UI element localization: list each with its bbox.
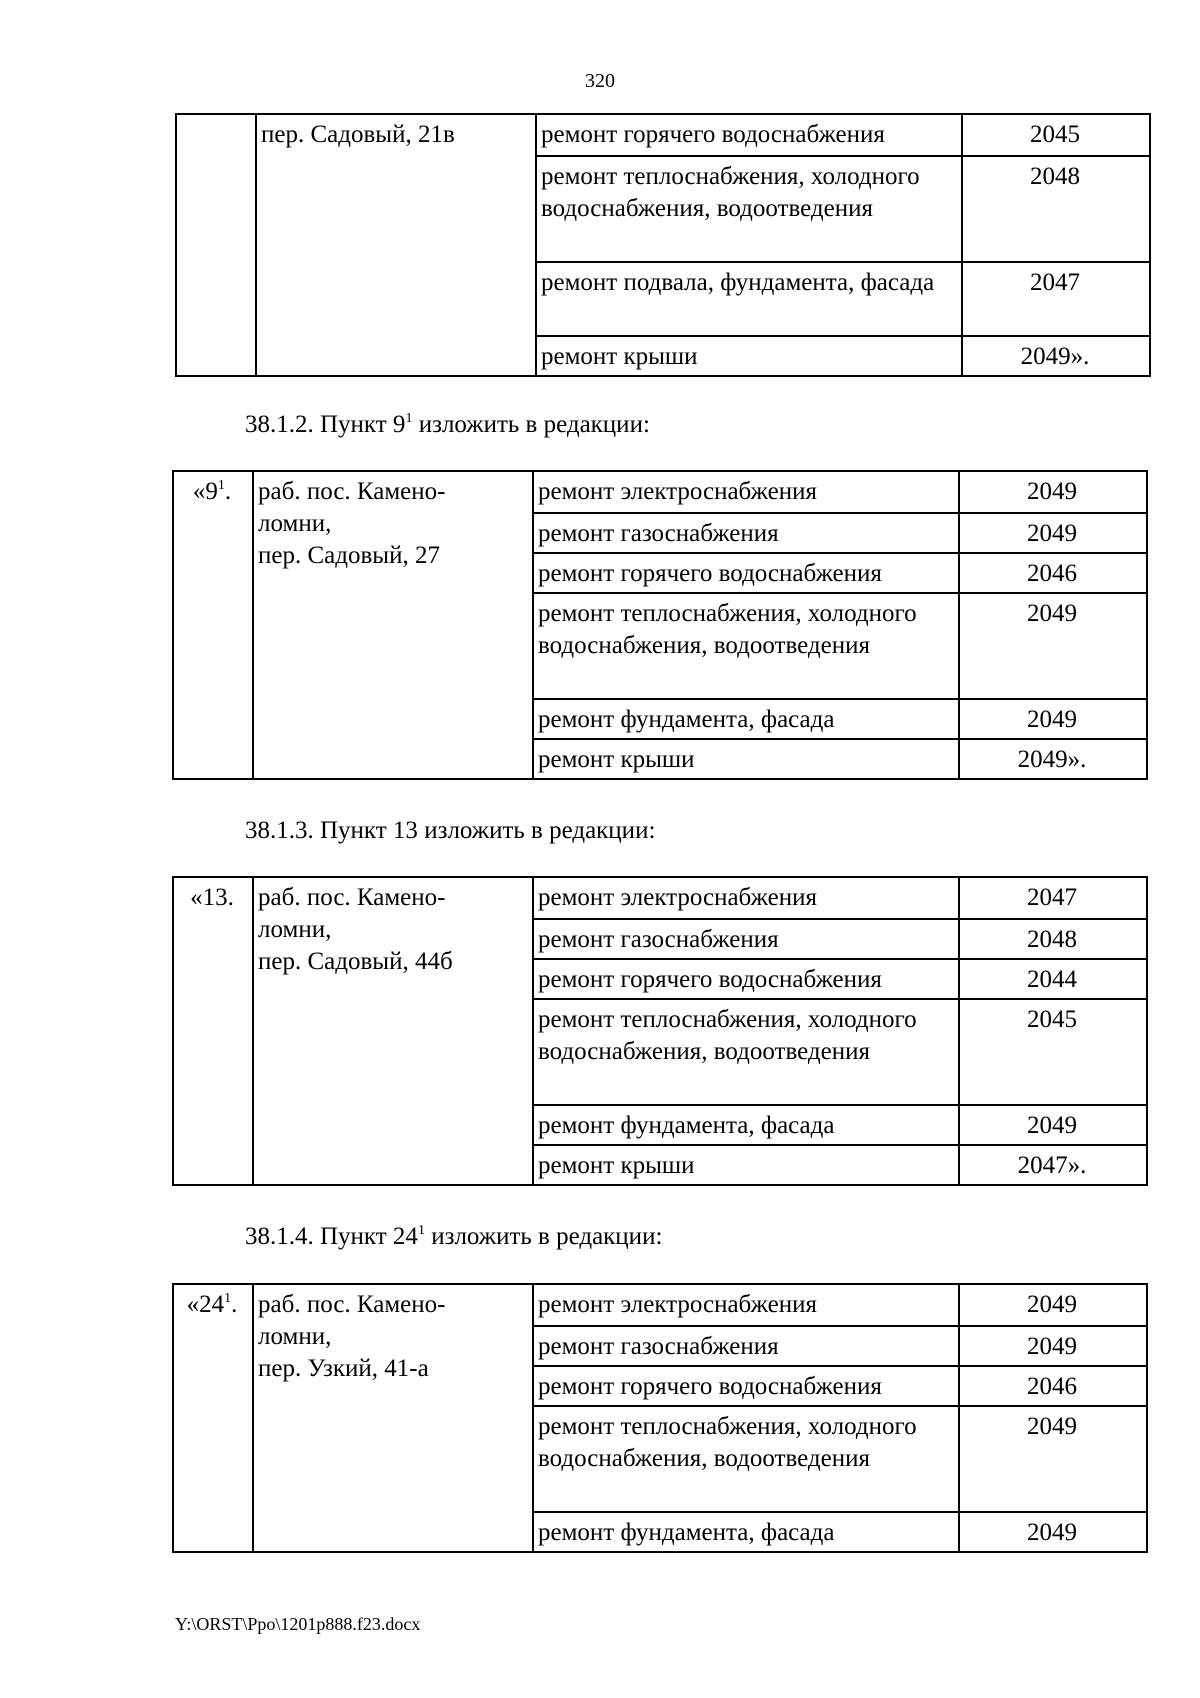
- work-cell: ремонт горячего водоснабжения: [533, 553, 959, 593]
- year-cell: 2047».: [959, 1145, 1147, 1185]
- year-cell: 2049: [959, 1284, 1147, 1326]
- work-cell: ремонт теплоснабжения, холодного водоснабжения, водоотведения: [533, 1406, 959, 1512]
- item-table: [172, 470, 1148, 780]
- address-cell: раб. пос. Камено- ломни, пер. Узкий, 41-а: [253, 1284, 533, 1552]
- work-cell: ремонт крыши: [536, 336, 962, 376]
- page-number: 320: [585, 70, 615, 92]
- work-cell: ремонт фундамента, фасада: [533, 699, 959, 739]
- item-table: [172, 1283, 1148, 1553]
- item-number-cell: [176, 114, 256, 376]
- year-cell: 2045: [962, 114, 1150, 156]
- year-cell: 2047: [959, 877, 1147, 919]
- address-cell: пер. Садовый, 21в: [256, 114, 536, 376]
- work-cell: ремонт фундамента, фасада: [533, 1105, 959, 1145]
- table-row: [176, 114, 1150, 156]
- year-cell: 2049».: [959, 739, 1147, 779]
- work-cell: ремонт горячего водоснабжения: [533, 1366, 959, 1406]
- year-cell: 2049: [959, 593, 1147, 699]
- section-heading: 38.1.2. Пункт $9^1$ изложить в редакции:: [245, 411, 650, 438]
- work-cell: ремонт крыши: [533, 1145, 959, 1185]
- work-cell: ремонт электроснабжения: [533, 1284, 959, 1326]
- continuation-table: [175, 113, 1151, 377]
- section-heading: 38.1.3. Пункт 13 изложить в редакции:: [245, 817, 656, 844]
- table-row: [173, 471, 1147, 513]
- work-cell: ремонт горячего водоснабжения: [533, 959, 959, 999]
- work-cell: ремонт теплоснабжения, холодного водоснабжения, водоотведения: [533, 999, 959, 1105]
- year-cell: 2045: [959, 999, 1147, 1105]
- work-cell: ремонт крыши: [533, 739, 959, 779]
- year-cell: 2049: [959, 1512, 1147, 1552]
- item-number-cell: «13.: [173, 877, 253, 1185]
- year-cell: 2049: [959, 1105, 1147, 1145]
- work-cell: ремонт электроснабжения: [533, 877, 959, 919]
- address-cell: раб. пос. Камено- ломни, пер. Садовый, 44б: [253, 877, 533, 1185]
- table-row: [173, 1284, 1147, 1326]
- year-cell: 2046: [959, 553, 1147, 593]
- year-cell: 2044: [959, 959, 1147, 999]
- year-cell: 2049: [959, 699, 1147, 739]
- year-cell: 2047: [962, 262, 1150, 336]
- item-table: [172, 876, 1148, 1186]
- work-cell: ремонт газоснабжения: [533, 513, 959, 553]
- table-row: [173, 877, 1147, 919]
- year-cell: 2046: [959, 1366, 1147, 1406]
- work-cell: ремонт электроснабжения: [533, 471, 959, 513]
- work-cell: ремонт подвала, фундамента, фасада: [536, 262, 962, 336]
- work-cell: ремонт фундамента, фасада: [533, 1512, 959, 1552]
- year-cell: 2049: [959, 513, 1147, 553]
- year-cell: 2049: [959, 1326, 1147, 1366]
- year-cell: 2049: [959, 1406, 1147, 1512]
- work-cell: ремонт горячего водоснабжения: [536, 114, 962, 156]
- work-cell: ремонт теплоснабжения, холодного водоснабжения, водоотведения: [533, 593, 959, 699]
- work-cell: ремонт газоснабжения: [533, 919, 959, 959]
- work-cell: ремонт теплоснабжения, холодного водоснабжения, водоотведения: [536, 156, 962, 262]
- year-cell: 2049».: [962, 336, 1150, 376]
- year-cell: 2048: [962, 156, 1150, 262]
- item-number-cell: «$24^1$.: [173, 1284, 253, 1552]
- section-heading: 38.1.4. Пункт $24^1$ изложить в редакции:: [245, 1223, 663, 1250]
- year-cell: 2048: [959, 919, 1147, 959]
- address-cell: раб. пос. Камено- ломни, пер. Садовый, 27: [253, 471, 533, 779]
- file-path-footer: Y:\ORST\Ppo\1201p888.f23.docx: [175, 1614, 421, 1634]
- year-cell: 2049: [959, 471, 1147, 513]
- work-cell: ремонт газоснабжения: [533, 1326, 959, 1366]
- item-number-cell: «$9^1$.: [173, 471, 253, 779]
